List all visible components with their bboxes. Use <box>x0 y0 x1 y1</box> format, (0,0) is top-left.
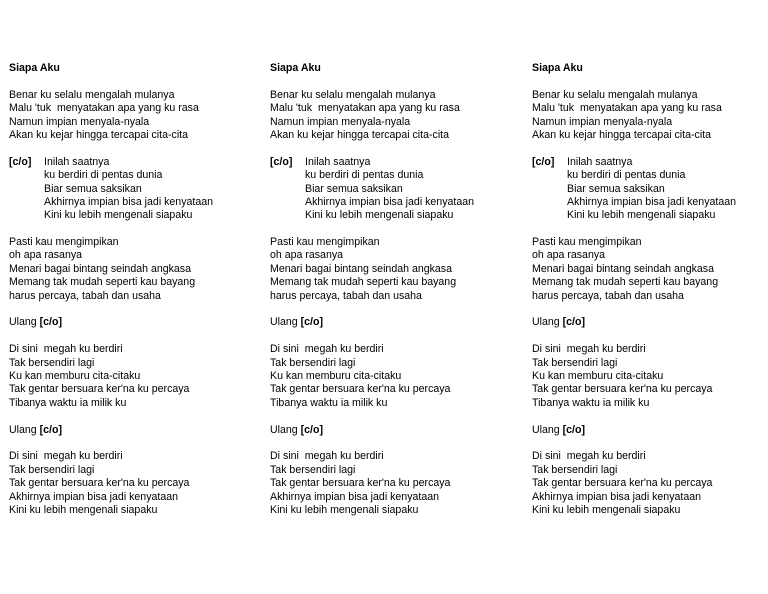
verse-2 <box>532 236 768 303</box>
verse-line: Pasti kau mengimpikan <box>532 236 642 249</box>
bridge-line: Tak gentar bersuara ker'na ku percaya <box>270 383 451 396</box>
repeat-instruction <box>9 424 257 437</box>
chorus-line: Biar semua saksikan <box>305 182 403 195</box>
lyrics-column-3 <box>532 62 768 517</box>
bridge-line: Di sini megah ku berdiri <box>270 343 384 356</box>
verse-line: oh apa rasanya <box>532 249 606 262</box>
repeat-tag: [c/o] <box>562 423 586 436</box>
repeat-instruction <box>532 316 768 329</box>
bridge-line: Tak bersendiri lagi <box>9 356 95 369</box>
repeat-instruction <box>9 316 257 329</box>
outro <box>9 450 257 517</box>
verse-2 <box>9 236 257 303</box>
outro <box>532 450 768 517</box>
bridge-line: Tibanya waktu ia milik ku <box>270 396 388 409</box>
verse-line: harus percaya, tabah dan usaha <box>9 289 161 302</box>
verse-line: Benar ku selalu mengalah mulanya <box>270 88 436 101</box>
outro-line: Di sini megah ku berdiri <box>9 450 123 463</box>
verse-line: Malu 'tuk menyatakan apa yang ku rasa <box>9 102 199 115</box>
repeat-label: Ulang <box>532 423 560 436</box>
outro-line: Tak gentar bersuara ker'na ku percaya <box>270 477 451 490</box>
chorus-tag: [c/o] <box>532 155 555 168</box>
verse-line: Akan ku kejar hingga tercapai cita-cita <box>532 128 712 141</box>
outro-line: Kini ku lebih mengenali siapaku <box>532 503 681 516</box>
bridge <box>270 343 518 410</box>
verse-1 <box>270 89 518 143</box>
repeat-tag: [c/o] <box>562 316 586 329</box>
chorus-line: Biar semua saksikan <box>44 182 142 195</box>
repeat-label: Ulang <box>9 316 37 329</box>
outro-line: Kini ku lebih mengenali siapaku <box>270 503 419 516</box>
lyrics-column-1 <box>9 62 257 517</box>
verse-line: Memang tak mudah seperti kau bayang <box>9 276 196 289</box>
outro-line: Tak bersendiri lagi <box>9 463 95 476</box>
song-title: Siapa Aku <box>9 62 60 74</box>
bridge-line: Ku kan memburu cita-citaku <box>532 369 664 382</box>
chorus-line: Inilah saatnya <box>305 155 371 168</box>
repeat-label: Ulang <box>9 423 37 436</box>
verse-line: harus percaya, tabah dan usaha <box>532 289 684 302</box>
outro-line: Tak gentar bersuara ker'na ku percaya <box>532 477 713 490</box>
chorus-line: Kini ku lebih mengenali siapaku <box>305 209 454 222</box>
repeat-tag: [c/o] <box>39 316 63 329</box>
verse-line: Pasti kau mengimpikan <box>270 236 380 249</box>
chorus-line: Inilah saatnya <box>567 155 633 168</box>
chorus-line: Kini ku lebih mengenali siapaku <box>44 209 193 222</box>
bridge-line: Tak gentar bersuara ker'na ku percaya <box>9 383 190 396</box>
bridge-line: Tak bersendiri lagi <box>270 356 356 369</box>
bridge-line: Di sini megah ku berdiri <box>9 343 123 356</box>
outro-line: Kini ku lebih mengenali siapaku <box>9 503 158 516</box>
verse-line: Namun impian menyala-nyala <box>9 115 150 128</box>
bridge <box>532 343 768 410</box>
chorus-line: Kini ku lebih mengenali siapaku <box>567 209 716 222</box>
repeat-instruction <box>270 424 518 437</box>
outro-line: Tak gentar bersuara ker'na ku percaya <box>9 477 190 490</box>
chorus-line: Akhirnya impian bisa jadi kenyataan <box>567 195 737 208</box>
verse-2 <box>270 236 518 303</box>
repeat-label: Ulang <box>532 316 560 329</box>
verse-line: Namun impian menyala-nyala <box>532 115 673 128</box>
repeat-tag: [c/o] <box>300 316 324 329</box>
chorus-tag: [c/o] <box>270 155 293 168</box>
outro-line: Di sini megah ku berdiri <box>532 450 646 463</box>
verse-line: Pasti kau mengimpikan <box>9 236 119 249</box>
verse-line: harus percaya, tabah dan usaha <box>270 289 422 302</box>
verse-line: Benar ku selalu mengalah mulanya <box>532 88 698 101</box>
verse-line: Menari bagai bintang seindah angkasa <box>532 262 714 275</box>
bridge-line: Ku kan memburu cita-citaku <box>9 369 141 382</box>
outro-line: Akhirnya impian bisa jadi kenyataan <box>532 490 702 503</box>
verse-1 <box>9 89 257 143</box>
verse-line: Malu 'tuk menyatakan apa yang ku rasa <box>532 102 722 115</box>
repeat-instruction <box>532 424 768 437</box>
verse-line: oh apa rasanya <box>270 249 344 262</box>
bridge-line: Tak gentar bersuara ker'na ku percaya <box>532 383 713 396</box>
repeat-tag: [c/o] <box>300 423 324 436</box>
song-title: Siapa Aku <box>270 62 321 74</box>
verse-line: Akan ku kejar hingga tercapai cita-cita <box>270 128 450 141</box>
outro-line: Akhirnya impian bisa jadi kenyataan <box>270 490 440 503</box>
verse-line: Menari bagai bintang seindah angkasa <box>9 262 191 275</box>
repeat-tag: [c/o] <box>39 423 63 436</box>
verse-line: Akan ku kejar hingga tercapai cita-cita <box>9 128 189 141</box>
verse-line: Malu 'tuk menyatakan apa yang ku rasa <box>270 102 460 115</box>
repeat-instruction <box>270 316 518 329</box>
chorus-block <box>9 156 257 223</box>
chorus-line: ku berdiri di pentas dunia <box>567 169 686 182</box>
outro-line: Akhirnya impian bisa jadi kenyataan <box>9 490 179 503</box>
chorus-line: Akhirnya impian bisa jadi kenyataan <box>305 195 475 208</box>
chorus-line: Biar semua saksikan <box>567 182 665 195</box>
chorus-block <box>532 156 768 223</box>
chorus-line: Akhirnya impian bisa jadi kenyataan <box>44 195 214 208</box>
verse-line: Memang tak mudah seperti kau bayang <box>270 276 457 289</box>
bridge-line: Ku kan memburu cita-citaku <box>270 369 402 382</box>
bridge-line: Tibanya waktu ia milik ku <box>532 396 650 409</box>
bridge <box>9 343 257 410</box>
bridge-line: Tak bersendiri lagi <box>532 356 618 369</box>
verse-line: Menari bagai bintang seindah angkasa <box>270 262 452 275</box>
verse-line: oh apa rasanya <box>9 249 83 262</box>
chorus-tag: [c/o] <box>9 155 32 168</box>
verse-line: Benar ku selalu mengalah mulanya <box>9 88 175 101</box>
chorus-line: ku berdiri di pentas dunia <box>44 169 163 182</box>
outro-line: Tak bersendiri lagi <box>270 463 356 476</box>
chorus-block <box>270 156 518 223</box>
outro-line: Tak bersendiri lagi <box>532 463 618 476</box>
repeat-label: Ulang <box>270 316 298 329</box>
chorus-line: ku berdiri di pentas dunia <box>305 169 424 182</box>
lyrics-column-2 <box>270 62 518 517</box>
song-title: Siapa Aku <box>532 62 583 74</box>
verse-1 <box>532 89 768 143</box>
bridge-line: Di sini megah ku berdiri <box>532 343 646 356</box>
bridge-line: Tibanya waktu ia milik ku <box>9 396 127 409</box>
verse-line: Memang tak mudah seperti kau bayang <box>532 276 719 289</box>
repeat-label: Ulang <box>270 423 298 436</box>
chorus-line: Inilah saatnya <box>44 155 110 168</box>
outro <box>270 450 518 517</box>
verse-line: Namun impian menyala-nyala <box>270 115 411 128</box>
outro-line: Di sini megah ku berdiri <box>270 450 384 463</box>
